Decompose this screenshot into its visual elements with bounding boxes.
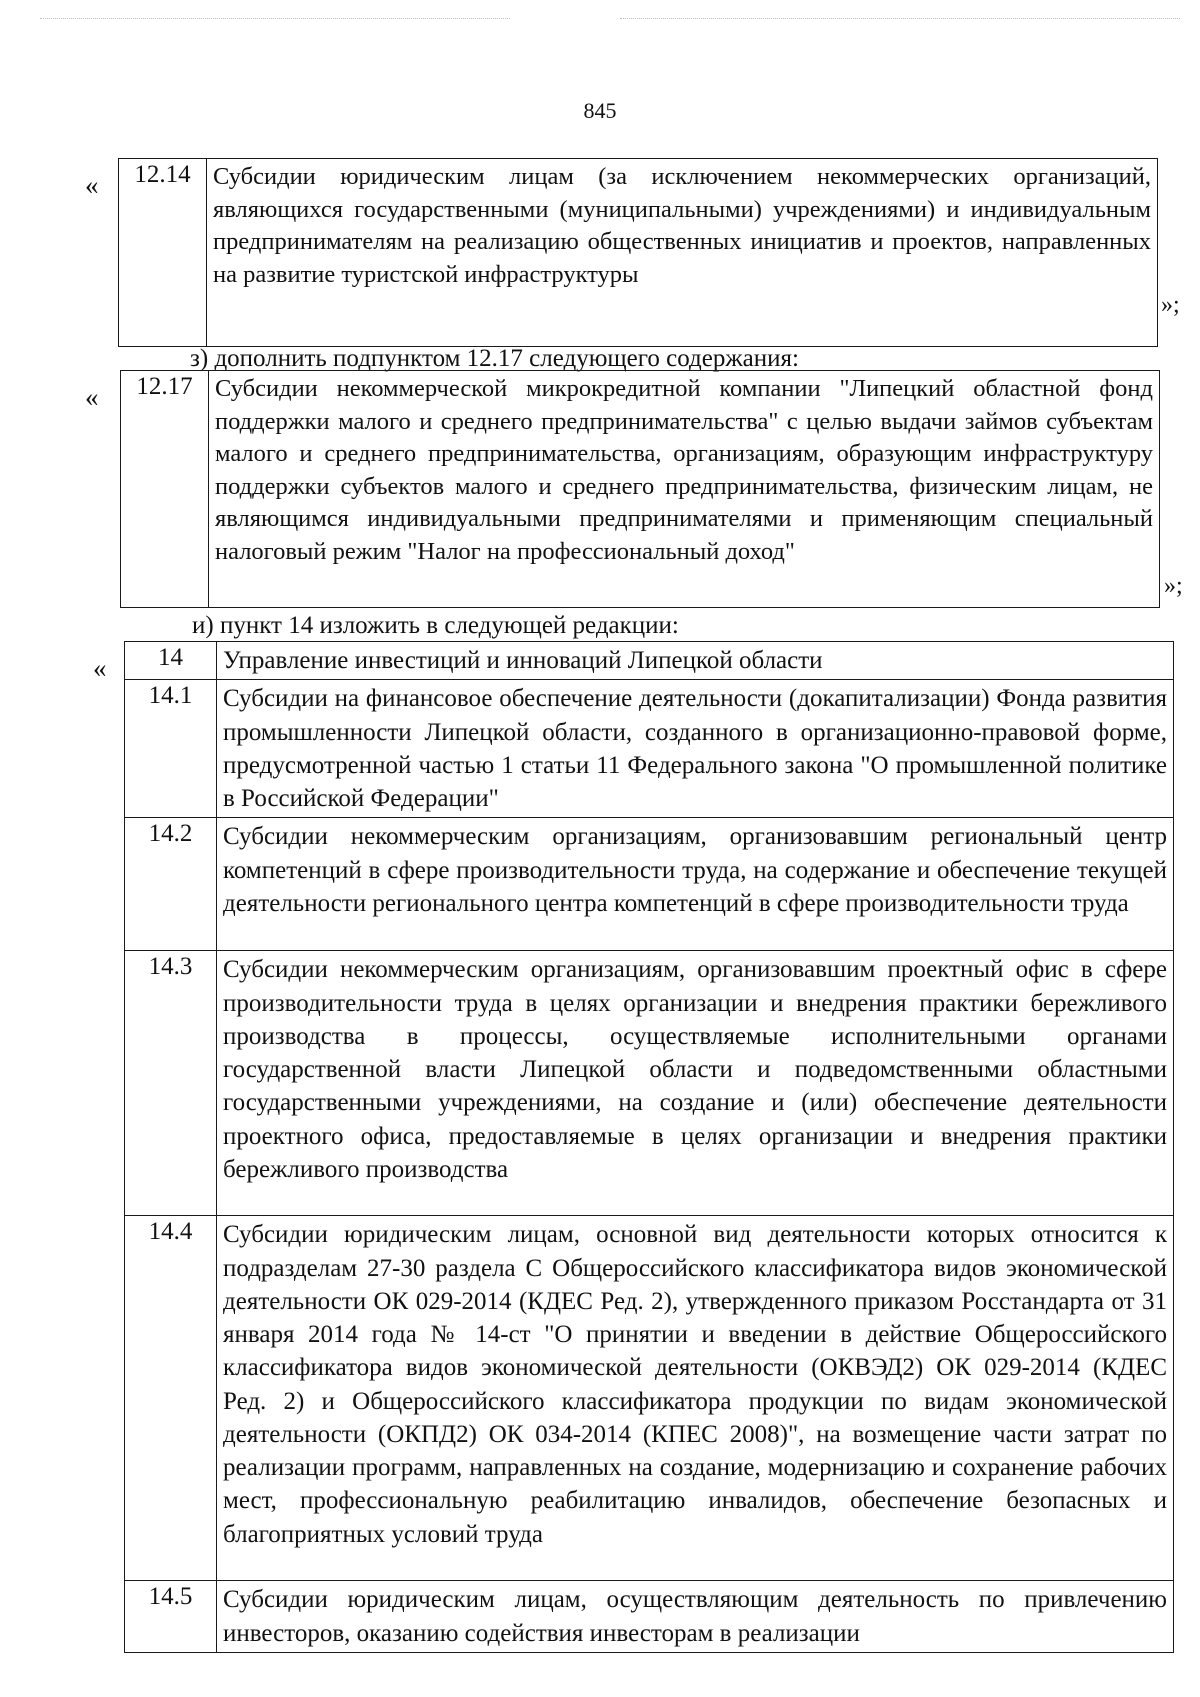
row-number: 14 (125, 642, 217, 680)
row-text: Управление инвестиций и инноваций Липецкой области (217, 642, 1174, 680)
table-12-14 (118, 158, 1158, 347)
table-row (125, 818, 1174, 951)
opening-quote: « (93, 653, 107, 683)
table-row (125, 951, 1174, 1216)
table-14 (124, 641, 1174, 1653)
row-number: 14.2 (125, 818, 217, 951)
closing-quote: »; (1161, 292, 1180, 318)
row-text: Субсидии некоммерческим организациям, организовавшим проектный офис в сфере производительности труда в целях организации и внедрения практики бережливого производства в процессы, осуществляемые исполнительными органами государственной власти Липецкой области и подведомственными областными государственными учреждениями, на создание и (или) обеспечение деятельности проектного офиса, предоставляемые в целях организации и внедрения практики бережливого производства (217, 951, 1174, 1216)
row-number: 12.14 (119, 159, 207, 347)
amendment-intro-z: з) дополнить подпунктом 12.17 следующего содержания: (190, 345, 799, 372)
opening-quote: « (85, 170, 99, 200)
row-number: 12.17 (121, 371, 209, 608)
row-text: Субсидии некоммерческим организациям, организовавшим региональный центр компетенций в сфере производительности труда, на содержание и обеспечение текущей деятельности регионального центра компетенций в сфере производительности труда (217, 818, 1174, 951)
table-row (119, 159, 1158, 347)
table-row (125, 1216, 1174, 1581)
row-number: 14.5 (125, 1581, 217, 1653)
row-text: Субсидии некоммерческой микрокредитной компании "Липецкий областной фонд поддержки малого и среднего предпринимательства" с целью выдачи займов субъектам малого и среднего предпринимательства, организациям, образующим инфраструктуру поддержки субъектов малого и среднего предпринимательства, физическим лицам, не являющимся индивидуальными предпринимателями и применяющим специальный налоговый режим "Налог на профессиональный доход" (209, 371, 1160, 608)
amendment-intro-i: и) пункт 14 изложить в следующей редакции: (192, 612, 679, 639)
row-text: Субсидии на финансовое обеспечение деятельности (докапитализации) Фонда развития промышленности Липецкой области, созданного в организационно-правовой форме, предусмотренной частью 1 статьи 11 Федерального закона "О промышленной политике в Российской Федерации" (217, 680, 1174, 818)
row-text: Субсидии юридическим лицам, осуществляющим деятельность по привлечению инвесторов, оказанию содействия инвесторам в реализации (217, 1581, 1174, 1653)
row-text: Субсидии юридическим лицам (за исключением некоммерческих организаций, являющихся государственными (муниципальными) учреждениями) и индивидуальным предпринимателям на реализацию общественных инициатив и проектов, направленных на развитие туристской инфраструктуры (207, 159, 1158, 347)
row-number: 14.3 (125, 951, 217, 1216)
opening-quote: « (85, 382, 99, 412)
table-row (121, 371, 1160, 608)
table-12-17 (120, 370, 1160, 608)
table-row (125, 1581, 1174, 1653)
row-number: 14.1 (125, 680, 217, 818)
row-number: 14.4 (125, 1216, 217, 1581)
row-text: Субсидии юридическим лицам, основной вид деятельности которых относится к подразделам 27-30 раздела С Общероссийского классификатора видов экономической деятельности ОК 029-2014 (КДЕС Ред. 2), утвержденного приказом Росстандарта от 31 января 2014 года № 14-ст "О принятии и введении в действие Общероссийского классификатора видов экономической деятельности (ОКВЭД2) ОК 029-2014 (КДЕС Ред. 2) и Общероссийского классификатора продукции по видам экономической деятельности (ОКПД2) ОК 034-2014 (КПЕС 2008)", на возмещение части затрат по реализации программ, направленных на создание, модернизацию и сохранение рабочих мест, профессиональную реабилитацию инвалидов, обеспечение безопасных и благоприятных условий труда (217, 1216, 1174, 1581)
page-number: 845 (583, 98, 617, 123)
closing-quote: »; (1164, 573, 1183, 599)
scan-artifact-line (620, 18, 1180, 19)
table-row (125, 642, 1174, 680)
scan-artifact-line (40, 18, 510, 19)
table-row (125, 680, 1174, 818)
